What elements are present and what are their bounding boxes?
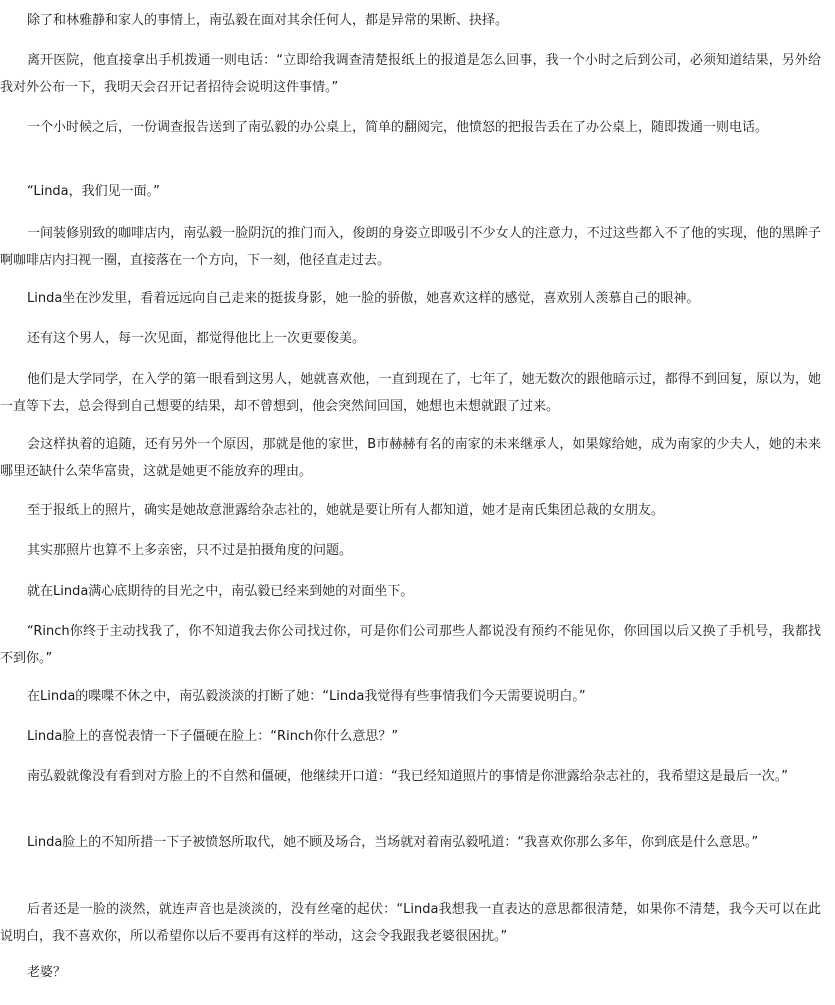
paragraph-1: 除了和林雅静和家人的事情上，南弘毅在面对其余任何人，都是异常的果断、抉择。 xyxy=(27,13,509,28)
paragraph-18: 后者还是一脸的淡然，就连声音也是淡淡的，没有丝毫的起伏：“Linda我想我一直表达的意思都很清楚，如果你不清楚，我今天可以在此说明白，我不喜欢你，所以希望你以后不要再有这样的举动，这会令我跟我老婆很困扰。” xyxy=(0,902,821,944)
paragraph-4: “Linda，我们见一面。” xyxy=(27,184,160,199)
paragraph-19: 老婆？ xyxy=(27,965,67,980)
paragraph-3: 一个小时候之后，一份调查报告送到了南弘毅的办公桌上，简单的翻阅完，他愤怒的把报告丢在了办公桌上，随即拨通一则电话。 xyxy=(27,120,769,135)
paragraph-17: Linda脸上的不知所措一下子被愤怒所取代，她不顾及场合，当场就对着南弘毅吼道：“我喜欢你那么多年，你到底是什么意思。” xyxy=(27,835,759,850)
paragraph-14: 在Linda的喋喋不休之中，南弘毅淡淡的打断了她：“Linda我觉得有些事情我们今天需要说明白。” xyxy=(27,689,586,704)
paragraph-8: 他们是大学同学，在入学的第一眼看到这男人，她就喜欢他，一直到现在了，七年了，她无数次的跟他暗示过，都得不到回复，原以为，她一直等下去，总会得到自己想要的结果，却不曾想到，他会突然间回国，她想也未想就跟了过来。 xyxy=(0,372,821,414)
paragraph-13: “Rinch你终于主动找我了，你不知道我去你公司找过你，可是你们公司那些人都说没有预约不能见你，你回国以后又换了手机号，我都找不到你。” xyxy=(0,624,821,666)
paragraph-9: 会这样执着的追随，还有另外一个原因，那就是他的家世，B市赫赫有名的南家的未来继承人，如果嫁给她，成为南家的少夫人，她的未来哪里还缺什么荣华富贵，这就是她更不能放弃的理由。 xyxy=(0,437,821,479)
paragraph-7: 还有这个男人，每一次见面，都觉得他比上一次更要俊美。 xyxy=(27,331,366,346)
paragraph-15: Linda脸上的喜悦表情一下子僵硬在脸上：“Rinch你什么意思？” xyxy=(27,729,399,744)
paragraph-10: 至于报纸上的照片，确实是她故意泄露给杂志社的，她就是要让所有人都知道，她才是南氏集团总裁的女朋友。 xyxy=(27,503,665,518)
paragraph-6: Linda坐在沙发里，看着远远向自己走来的挺拔身影，她一脸的骄傲，她喜欢这样的感觉，喜欢别人羡慕自己的眼神。 xyxy=(27,291,700,306)
paragraph-11: 其实那照片也算不上多亲密，只不过是拍摄角度的问题。 xyxy=(27,543,353,558)
paragraph-12: 就在Linda满心底期待的目光之中，南弘毅已经来到她的对面坐下。 xyxy=(27,584,414,599)
paragraph-16: 南弘毅就像没有看到对方脸上的不自然和僵硬，他继续开口道：“我已经知道照片的事情是你泄露给杂志社的，我希望这是最后一次。” xyxy=(27,769,788,784)
paragraph-2: 离开医院，他直接拿出手机拨通一则电话：“立即给我调查清楚报纸上的报道是怎么回事，我一个小时之后到公司，必须知道结果，另外给我对外公布一下，我明天会召开记者招待会说明这件事情。” xyxy=(0,53,821,95)
paragraph-5: 一间装修别致的咖啡店内，南弘毅一脸阴沉的推门而入，俊朗的身姿立即吸引不少女人的注意力，不过这些都入不了他的实现，他的黑眸子啊咖啡店内扫视一圈，直接落在一个方向，下一刻，他径直走过去。 xyxy=(0,226,821,268)
